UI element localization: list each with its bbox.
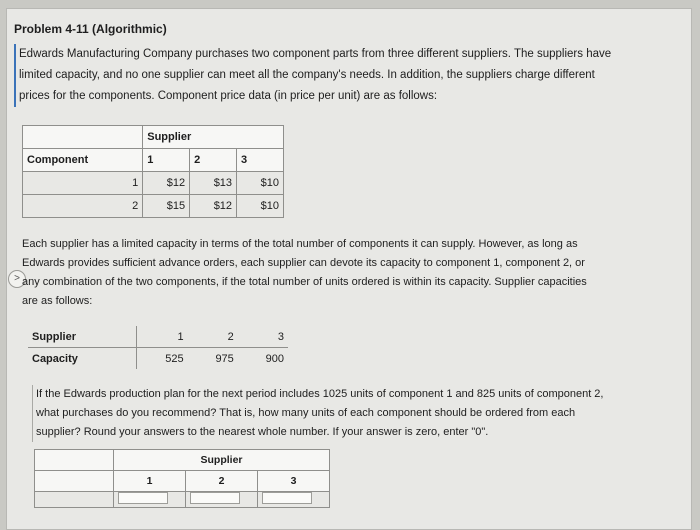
price-supplier-col: 3	[237, 149, 284, 172]
answer-input[interactable]	[262, 492, 312, 504]
price-table-corner	[23, 126, 143, 149]
question-line: If the Edwards production plan for the next period includes 1025 units of component 1 and 825 units of component 2,	[36, 388, 604, 400]
answer-table-corner	[35, 450, 114, 471]
answer-supplier-col: 3	[258, 471, 330, 492]
table-row	[23, 172, 284, 195]
answer-cell	[114, 492, 186, 508]
intro-line: Edwards Manufacturing Company purchases two component parts from three different suppliers. The suppliers have	[19, 48, 612, 60]
capacity-value: 900	[265, 352, 284, 365]
component-index: 1	[23, 172, 143, 195]
capacity-label: Capacity	[28, 348, 137, 370]
question-line: supplier? Round your answers to the nearest whole number. If your answer is zero, enter "0".	[36, 426, 489, 438]
capacity-supplier-col: 2	[188, 326, 238, 348]
question-line: what purchases do you recommend? That is, how many units of each component should be ordered from each	[36, 407, 576, 419]
answer-supplier-col: 1	[114, 471, 186, 492]
capacity-value: 525	[165, 352, 184, 365]
answer-cell	[258, 492, 330, 508]
capacity-value: 975	[215, 352, 234, 365]
capacity-line: Edwards provides sufficient advance orders, each supplier can devote its capacity to component 1, component 2, or	[22, 257, 585, 269]
table-row	[28, 326, 288, 348]
question-text	[32, 385, 661, 442]
price-table	[22, 125, 284, 218]
intro-line: limited capacity, and no one supplier can meet all the company's needs. In addition, the suppliers charge different	[19, 69, 595, 81]
price-supplier-col: 2	[190, 149, 237, 172]
price-cell: $12	[143, 172, 190, 195]
price-cell: $10	[237, 195, 284, 218]
chevron-right-icon[interactable]: >	[8, 270, 26, 288]
capacity-supplier-col: 1	[137, 326, 188, 348]
answer-input[interactable]	[118, 492, 168, 504]
problem-title: Problem 4-11 (Algorithmic)	[14, 22, 167, 36]
price-component-header: Component	[23, 149, 143, 172]
answer-cell	[186, 492, 258, 508]
answer-supplier-header: Supplier	[114, 450, 330, 471]
table-row	[28, 348, 288, 370]
price-supplier-col: 1	[143, 149, 190, 172]
capacity-line: are as follows:	[22, 295, 93, 307]
price-supplier-header: Supplier	[143, 126, 284, 149]
intro-line: prices for the components. Component price data (in price per unit) are as follows:	[19, 90, 438, 102]
capacity-supplier-col: 3	[238, 326, 288, 348]
answer-supplier-col: 2	[186, 471, 258, 492]
answer-table	[34, 449, 330, 508]
problem-intro	[14, 44, 669, 107]
answer-row-label	[35, 471, 114, 492]
table-row	[23, 195, 284, 218]
capacity-supplier-label: Supplier	[28, 326, 137, 348]
component-index: 2	[23, 195, 143, 218]
answer-input[interactable]	[190, 492, 240, 504]
price-cell: $15	[143, 195, 190, 218]
price-cell: $13	[190, 172, 237, 195]
capacity-line: any combination of the two components, if the total number of units ordered is within its capacity. Supplier capacities	[22, 276, 587, 288]
price-cell: $10	[237, 172, 284, 195]
answer-row-label	[35, 492, 114, 508]
capacity-line: Each supplier has a limited capacity in terms of the total number of components it can supply. However, as long as	[22, 238, 578, 250]
table-row	[35, 492, 330, 508]
capacity-description	[22, 235, 662, 311]
price-cell: $12	[190, 195, 237, 218]
capacity-table	[28, 326, 288, 369]
